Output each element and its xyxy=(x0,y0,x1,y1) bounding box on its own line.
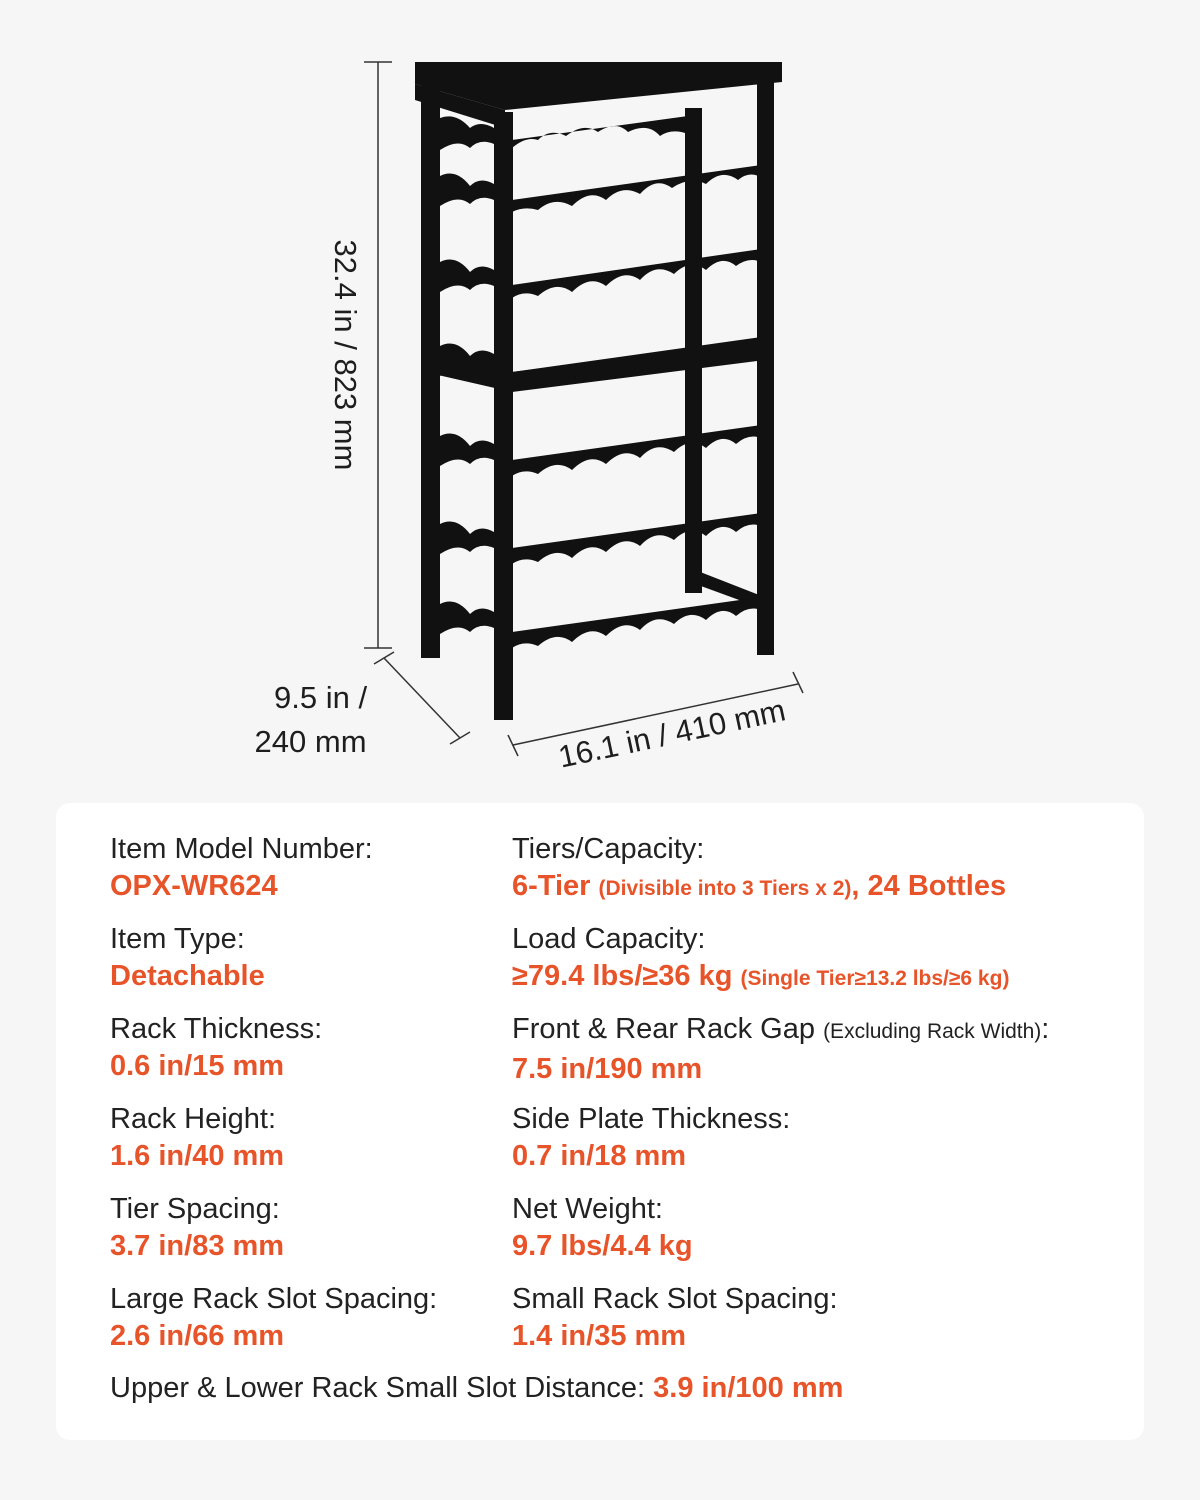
width-dimension-label: 16.1 in / 410 mm xyxy=(555,692,789,775)
spec-value: 3.7 in/83 mm xyxy=(110,1230,285,1262)
spec-side-plate-thickness xyxy=(512,1101,1012,1175)
spec-label: Rack Height: xyxy=(110,1103,277,1135)
spec-tiers-capacity xyxy=(512,831,1112,908)
spec-label: Large Rack Slot Spacing: xyxy=(110,1283,438,1315)
depth-dimension-line2: 240 mm xyxy=(254,724,367,759)
depth-dimension-label xyxy=(254,676,367,764)
spec-value: 0.6 in/15 mm xyxy=(110,1050,285,1082)
spec-label: Item Model Number: xyxy=(110,833,373,865)
spec-value: Detachable xyxy=(110,960,265,992)
height-dimension-label: 32.4 in / 823 mm xyxy=(328,239,363,471)
spec-label: Item Type: xyxy=(110,923,245,955)
spec-value: OPX-WR624 xyxy=(110,870,278,902)
spec-front-rear-gap xyxy=(512,1011,1132,1088)
spec-net-weight xyxy=(512,1191,1012,1265)
spec-value-note: (Divisible into 3 Tiers x 2) xyxy=(598,877,852,900)
spec-value: 7.5 in/190 mm xyxy=(512,1053,703,1085)
spec-value-main: ≥79.4 lbs/≥36 kg xyxy=(512,960,733,992)
spec-value xyxy=(512,957,1122,998)
spec-value: 0.7 in/18 mm xyxy=(512,1140,687,1172)
depth-dimension-line1: 9.5 in / xyxy=(274,680,368,715)
spec-value-main: 6-Tier xyxy=(512,870,591,902)
spec-small-slot-spacing xyxy=(512,1281,1012,1355)
spec-upper-lower-slot-distance xyxy=(110,1372,843,1405)
spec-label: Tier Spacing: xyxy=(110,1193,280,1225)
spec-value: 3.9 in/100 mm xyxy=(653,1372,844,1404)
spec-label: Small Rack Slot Spacing: xyxy=(512,1283,838,1315)
spec-value-note: (Single Tier≥13.2 lbs/≥6 kg) xyxy=(740,967,1010,990)
spec-label-main: Front & Rear Rack Gap xyxy=(512,1013,815,1045)
spec-value: 1.4 in/35 mm xyxy=(512,1320,687,1352)
spec-label: Net Weight: xyxy=(512,1193,663,1225)
specifications-card xyxy=(56,803,1144,1440)
spec-label: Upper & Lower Rack Small Slot Distance: xyxy=(110,1372,646,1404)
spec-value: 9.7 lbs/4.4 kg xyxy=(512,1230,693,1262)
spec-label: Rack Thickness: xyxy=(110,1013,323,1045)
spec-label: Tiers/Capacity: xyxy=(512,833,705,865)
spec-value: 1.6 in/40 mm xyxy=(110,1140,285,1172)
spec-value: 2.6 in/66 mm xyxy=(110,1320,285,1352)
spec-label: Side Plate Thickness: xyxy=(512,1103,791,1135)
spec-value-end: , 24 Bottles xyxy=(851,870,1007,902)
spec-label xyxy=(512,1011,1132,1050)
spec-label-colon: : xyxy=(1041,1013,1050,1045)
spec-label: Load Capacity: xyxy=(512,923,706,955)
spec-value xyxy=(512,867,1112,908)
spec-label-note: (Excluding Rack Width) xyxy=(823,1020,1042,1043)
spec-load-capacity xyxy=(512,921,1122,998)
